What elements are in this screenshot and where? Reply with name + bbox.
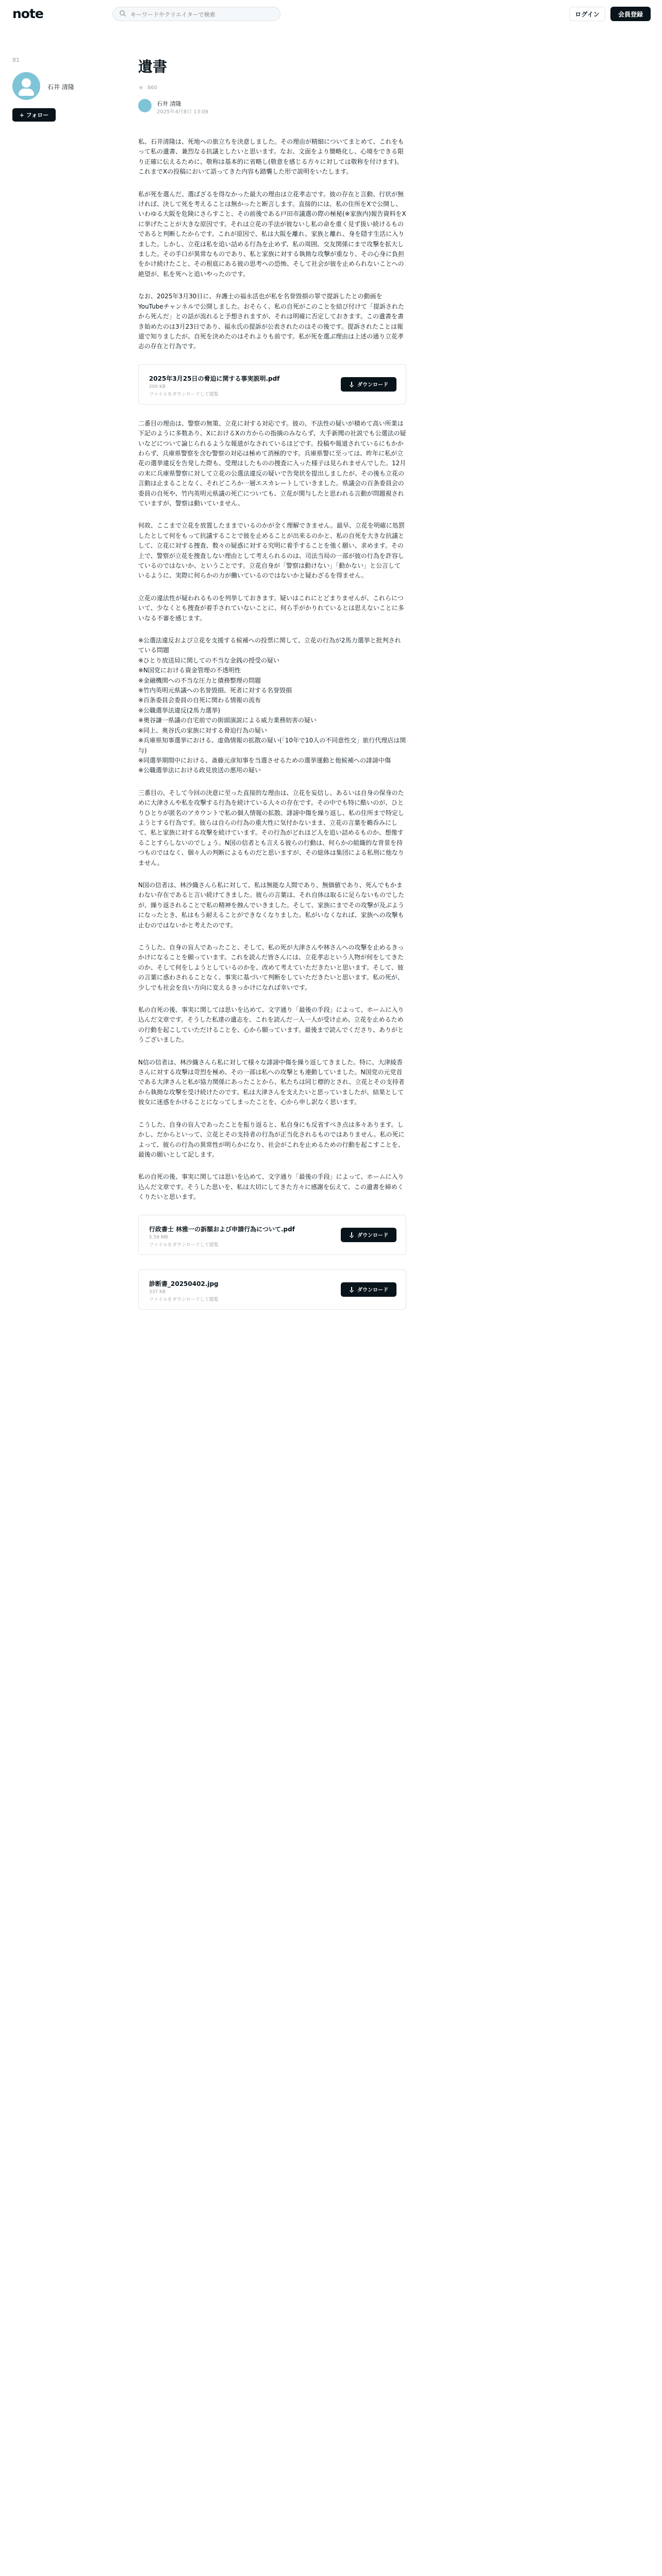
author-row [138, 98, 406, 115]
article-title: 遺書 [138, 58, 168, 75]
download-button[interactable] [341, 1282, 396, 1297]
download-icon [349, 382, 354, 387]
follower-count: 81 [12, 57, 20, 63]
author-name[interactable]: 石井 清隆 [157, 100, 181, 107]
attachment-card [138, 364, 406, 404]
paragraph: 私が死を選んだ、選ばざるを得なかった最大の理由は立花孝志です。彼の存在と言動、行状が無ければ、決して死を考えることは無かったと断言します。直接的には、私の住所をXで公開し、いわゆる大阪を危険にさらすこと、その前後である戸田市議選の際の極秘(※家族内)報告資料をXに挙げたことが大きな原因です。それは立花の手法が彼ないし私の命を重く見ず扱い続けるものであると判断したからです。これが原因で、私は大阪を離れ、家族と離れ、身を隠す生活に入りました。しかし、立花は私を追い詰める行為を止めず、私の周囲、交友関係にまで攻撃を拡大しました。その手口が異常なものであり、私と家族に対する執拗な攻撃が重なり、その心身に負担をかけ続けたこと、その根底にある彼の思考への恐怖、そして社会が彼を止められないことへの絶望が、私を死へと追いやったのです。 [138, 190, 406, 278]
paragraph: N国の信者は、林沙織さんら私に対して、私は無能な人間であり、無価値であり、死んでもかまわない存在であると言い続けてきました。彼らの言葉は、それ自体は取るに足らないものでしたが、繰り返されることで私の精神を蝕んでいきました。そして、家族にまでその攻撃が及ぶようになったとき、私はもう耐えることができなくなりました。私がいなくなれば、家族への攻撃も止むのではないかと考えたのです。 [138, 881, 405, 929]
paragraph: 三番目の、そして今回の決意に至った直接的な理由は、立花を妄信し、あるいは自身の保身のために大津さんや私を攻撃する行為を続けている人々の存在です。その中でも特に酷いのが、ひとりひとりが匿名のアカウントで私の個人情報の拡散、誹謗中傷を繰り返し、私の住所まで特定しようとする行為です。彼らは自らの行為の重大性に気付かないまま、立花の言葉を鵜呑みにして、私と家族に対する攻撃を続けています。その行為がどれほど人を追い詰めるものか、想像することすらしないのでしょう。N国の信者とも言える彼らの行動は、何らかの組織的な背景を持つものではなく、個々人の判断によるものだと思いますが、その総体は集団による私刑に他なりません。 [138, 789, 404, 867]
note-logo[interactable]: note [12, 6, 43, 21]
publish-date: 2025年4月8日 13:09 [157, 109, 209, 115]
paragraph: 私の自死の後、事実に関しては思いを込めて、文字通り「最後の手段」によって、ホームに入り込んだ文章です。そうした思いを、私は大切にしてきた方々に感謝を伝えて、この遺書を締めくくりたいと思います。 [138, 1173, 404, 1201]
attachment-size: 5.59 MB [149, 1234, 168, 1240]
search-input[interactable] [130, 9, 275, 20]
attachment-card [138, 1269, 406, 1310]
paragraph: N信の信者は、林沙織さんら私に対して様々な誹謗中傷を繰り返してきました。特に、大津綾香さんに対する攻撃は苛烈を極め、その一部は私への攻撃とも連動していました。N国党の元党首である大津さんと私が協力関係にあったことから、私たちは同じ標的とされ、立花とその支持者から執拗な攻撃を受け続けたのです。私は大津さんを支えたいと思っていましたが、結果として彼女に迷惑をかけることになってしまったことを、心から申し訳なく思います。 [138, 1058, 405, 1106]
star-icon: ★ [138, 84, 144, 91]
attachment-note: ファイルをダウンロードして閲覧 [149, 1242, 219, 1248]
login-button[interactable]: ログイン [569, 7, 605, 21]
article [138, 57, 406, 1324]
attachment-note: ファイルをダウンロードして閲覧 [149, 392, 219, 397]
creator-name[interactable]: 石井 清隆 [47, 83, 74, 91]
attachment-name: 2025年3月25日の脅迫に関する事実説明.pdf [149, 375, 280, 382]
attachment-card [138, 1215, 406, 1255]
download-label: ダウンロード [357, 382, 388, 388]
badge-count: 860 [147, 84, 158, 91]
creator-avatar[interactable] [12, 72, 40, 100]
download-label: ダウンロード [357, 1233, 388, 1239]
search-icon [119, 10, 126, 17]
author-avatar[interactable] [138, 99, 152, 112]
attachment-size: 200 KB [149, 384, 166, 389]
paragraph: 二番目の理由は、警察の無策、立花に対する対応です。彼の、不法性の疑いが積めて高い所業は下記のように多数あり、XにおけるXの方からの指摘のみならず、大手新聞の社説でも公選法の疑いなどについて論じられるような報道がなされているほどです。投稿や報道されているにもかかわらず、兵庫県警察を含む警察の対応は極めて消極的です。兵庫県警に至っては、昨年に私が立花の選挙違反を告発した際も、受理はしたものの捜査に入った様子は見られませんでした。12月の末に兵庫県警察に対して立花の公選法違反の疑いで告発状を提出しましたが、その後も立花の言動は止まることなく、それどころか一層エスカレートしていきました。県議会の百条委員会の委員の自死や、竹内英明元県議の死亡についても、立花が関与したと思われる言動が問題視されていますが、警察は動いていません。 [138, 419, 406, 507]
download-button[interactable] [341, 1228, 396, 1242]
attachment-size: 337 KB [149, 1289, 166, 1295]
paragraph: 立花の違法性が疑われるものを列挙しておきます。疑いはこれにとどまりませんが、これらについて、少なくとも捜査が着手されていないことに、何ら手がかりれているとは思えないことに多いなる不審を感じます。 [138, 594, 404, 622]
signup-button[interactable]: 会員登録 [610, 7, 651, 21]
paragraph: こうした、自身の盲人であったことを振り返ると、私自身にも反省すべき点は多々あります。しかし、だからといって、立花とその支持者の行為が正当化されるものではありません。私の死によって、彼らの行為の異常性が明らかになり、社会がこれを止めるための行動を起こすことを、最後の願いとして記します。 [138, 1121, 405, 1158]
paragraph: ※公選法違反および立花を支援する候補への投票に関して、立花の行為が2馬力選挙と批判されている問題 ※ひとり放送局に関しての不当な金銭の授受の疑い ※N国党における資金管理の不透明性 ※金融機関への不当な圧力と債務整理の問題 ※竹内英明元県議への名誉毀損、死者に対する名誉毀損 ※百条委員会委員の自死に関わる情報の流布 ※公職選挙法違反(2馬力選挙) ※奥谷謙一県議の自宅前での街頭演説による威力業務妨害の疑い ※同上、奥谷氏の家族に対する脅迫行為の疑い ※兵庫県知事選挙における、虚偽情報の拡散の疑い(「10年で10人の不同意性交」旅行代理店は関与) ※同選挙期間中における、斎藤元彦知事を当選させるための選挙運動と他候補への誹謗中傷 ※公職選挙法における政見放送の悪用の疑い [138, 637, 406, 774]
follow-button[interactable]: + フォロー [12, 108, 56, 122]
site-header [0, 0, 662, 27]
attachment-note: ファイルをダウンロードして閲覧 [149, 1297, 219, 1302]
paragraph: なお、2025年3月30日に、弁護士の福永活也が私を名誉毀損の罪で提訴したとの動画をYouTubeチャンネルで公開しました。おそらく、私の自死がこのことを結び付けて「提訴されたから死んだ」との話が流れると予想されますが、それは明確に否定しておきます。この遺書を書き始めたのは3月23日であり、福永氏の提訴が公表されたのはその後です。提訴されたことは報道で知りましたが、自死を決めたのはそれよりも前です。私が死を選ぶ理由は上述の通り立花孝志の存在と行為です。 [138, 293, 404, 350]
download-icon [349, 1232, 354, 1238]
download-button[interactable] [341, 377, 396, 392]
download-label: ダウンロード [357, 1287, 388, 1294]
paragraph: 私の自死の後、事実に関しては思いを込めて、文字通り「最後の手段」によって、ホームに入り込んだ文章です。そうした私達の遺志を、これを読んだ一人一人が受け止め、立花を止めるための行動を起こしていただけることを、心から願っています。最後まで読んでくださり、ありがとうございました。 [138, 1006, 404, 1044]
download-icon [349, 1287, 354, 1292]
paragraph: 私、石井清隆は、死地への旅立ちを決意しました。その理由が精細についてまとめて、これをもって私の遺書、兼烈なる抗議としたいと思います。なお、文面をより簡略化し、心境をできる限り正確に伝えるために、敬称は基本的に省略し(敬意を感じる方々に対しては敬称を付けます)。これまでXの投稿において語ってきた内容も踏襲した形で説明をいたします。 [138, 138, 404, 176]
search-box[interactable] [112, 7, 280, 21]
article-badge [138, 84, 406, 91]
paragraph: 何故、ここまで立花を放置したままでいるのかが全く理解できません。最早、立花を明確に処罰したとして何をもって抗議することで彼を止めることが出来るのかと、私の自死を大きな抗議として、立花に対する捜査、数々の疑惑に対する究明に着手することを強く願い、求めます。その上で、警察が立花を捜査しない理由として考えられるのは、司法当局の一部が彼の行為を許容しているのではないか、ということです。立花自身が「警察は動けない」「動かない」と公言しているように、実際に何らかの力が働いているのではないかと疑わざるを得ません。 [138, 522, 405, 580]
paragraph: こうした、自身の盲人であったこと、そして、私の死が大津さんや林さんへの攻撃を止めるきっかけになることを願っています。これを読んだ皆さんには、立花孝志という人物が何をしてきたのか、そして何をしようとしているのかを、改めて考えていただきたいと思います。そして、彼の言葉に惑わされることなく、事実に基づいて判断をしていただきたいと思います。私の死が、少しでも社会を良い方向に変えるきっかけになれば幸いです。 [138, 944, 404, 991]
attachment-name: 行政書士 林雅一の訴額および申請行為について.pdf [149, 1225, 295, 1233]
attachment-name: 診断書_20250402.jpg [149, 1280, 219, 1287]
article-body [138, 137, 406, 1310]
